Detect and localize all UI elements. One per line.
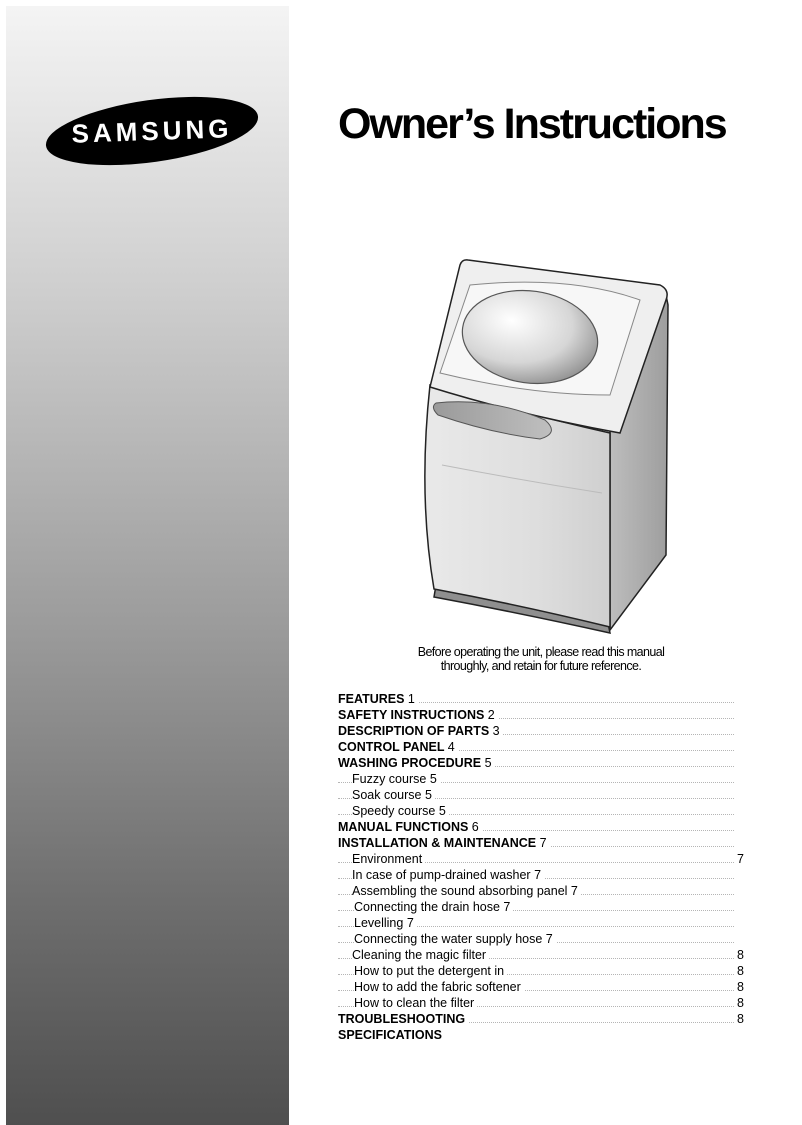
toc-page-number: 7 — [545, 932, 553, 946]
toc-page-number: 8 — [734, 947, 744, 963]
toc-page-number: 7 — [570, 884, 578, 898]
toc-entry-label — [338, 1012, 468, 1026]
toc-entry-label — [338, 820, 482, 834]
toc-entry-text: How to add the fabric softener — [354, 980, 521, 994]
toc-entry — [338, 723, 748, 739]
toc-page-number: 7 — [534, 868, 542, 882]
toc-entry — [338, 915, 748, 931]
toc-entry-label — [352, 804, 449, 818]
toc-page-number: 5 — [424, 788, 432, 802]
toc-entry-text: Environment — [352, 852, 423, 866]
toc-entry-text: Soak course — [352, 788, 422, 802]
toc-entry-label — [352, 772, 440, 786]
toc-entry — [338, 995, 748, 1011]
toc-entry — [338, 803, 748, 819]
toc-entry-text: CONTROL PANEL — [338, 740, 445, 754]
toc-entry-label — [354, 980, 524, 994]
toc-page-number: 7 — [539, 836, 547, 850]
toc-entry-text: Fuzzy course — [352, 772, 427, 786]
toc-entry-label — [338, 692, 418, 706]
washing-machine-illustration — [370, 255, 680, 640]
toc-entry-label — [354, 964, 507, 978]
toc-page-number: 2 — [487, 708, 495, 722]
toc-entry-text: Speedy course — [352, 804, 436, 818]
toc-entry-label — [352, 884, 581, 898]
toc-entry — [338, 867, 748, 883]
cover-sidebar-gradient — [6, 6, 289, 1125]
toc-entry-label — [338, 1028, 445, 1042]
toc-entry-label — [338, 708, 498, 722]
toc-page-number: 5 — [438, 804, 446, 818]
toc-entry-text: Connecting the water supply hose — [354, 932, 543, 946]
toc-entry-label — [354, 932, 556, 946]
toc-entry-label — [338, 740, 458, 754]
toc-entry-text: Levelling — [354, 916, 404, 930]
toc-entry-text: MANUAL FUNCTIONS — [338, 820, 472, 834]
toc-page-number: 1 — [407, 692, 415, 706]
toc-entry-label — [338, 836, 550, 850]
toc-page-number: 5 — [429, 772, 437, 786]
toc-page-number: 8 — [734, 1011, 744, 1027]
toc-entry — [338, 979, 748, 995]
toc-entry-text: INSTALLATION & MAINTENANCE — [338, 836, 537, 850]
toc-entry — [338, 835, 748, 851]
toc-entry — [338, 819, 748, 835]
toc-entry — [338, 851, 748, 867]
toc-entry-text: In case of pump-drained washer — [352, 868, 531, 882]
page-title: Owner’s Instructions — [338, 100, 726, 148]
note-line-1: Before operating the unit, please read this manual — [417, 645, 665, 659]
toc-entry-label — [354, 916, 417, 930]
brand-name: SAMSUNG — [71, 112, 233, 149]
toc-entry — [338, 899, 748, 915]
toc-entry — [338, 787, 748, 803]
samsung-logo — [44, 96, 260, 166]
toc-entry-text: TROUBLESHOOTING — [338, 1012, 466, 1026]
toc-entry-text: FEATURES — [338, 692, 405, 706]
toc-entry-text: SPECIFICATIONS — [338, 1028, 442, 1042]
toc-entry — [338, 691, 748, 707]
toc-entry-label — [354, 900, 513, 914]
read-manual-note — [386, 645, 696, 673]
toc-entry-text: Assembling the sound absorbing panel — [352, 884, 568, 898]
toc-entry-label — [352, 852, 425, 866]
toc-entry-text: WASHING PROCEDURE — [338, 756, 482, 770]
toc-entry-text: How to put the detergent in — [354, 964, 505, 978]
toc-entry-text: DESCRIPTION OF PARTS — [338, 724, 490, 738]
toc-entry-label — [352, 788, 435, 802]
toc-entry-label — [354, 996, 477, 1010]
toc-page-number: 8 — [734, 963, 744, 979]
toc-entry-label — [338, 724, 503, 738]
toc-entry-text: Cleaning the magic filter — [352, 948, 487, 962]
note-line-2: throughly, and retain for future reference. — [440, 659, 642, 673]
toc-entry — [338, 755, 748, 771]
toc-entry — [338, 1027, 748, 1043]
toc-entry-label — [338, 756, 495, 770]
toc-page-number: 8 — [734, 995, 744, 1011]
toc-page-number: 7 — [503, 900, 511, 914]
toc-page-number: 3 — [492, 724, 500, 738]
toc-page-number: 4 — [447, 740, 455, 754]
toc-page-number: 5 — [484, 756, 492, 770]
toc-page-number: 7 — [406, 916, 414, 930]
toc-entry — [338, 883, 748, 899]
toc-entry-text: SAFETY INSTRUCTIONS — [338, 708, 485, 722]
toc-entry — [338, 1011, 748, 1027]
toc-page-number: 6 — [471, 820, 479, 834]
toc-entry — [338, 739, 748, 755]
toc-page-number: 7 — [734, 851, 744, 867]
toc-entry-text: Connecting the drain hose — [354, 900, 500, 914]
toc-entry-label — [352, 948, 489, 962]
toc-entry-text: How to clean the filter — [354, 996, 475, 1010]
table-of-contents — [338, 691, 748, 1043]
toc-entry-label — [352, 868, 544, 882]
toc-entry — [338, 931, 748, 947]
toc-entry — [338, 963, 748, 979]
toc-entry — [338, 771, 748, 787]
toc-page-number: 8 — [734, 979, 744, 995]
toc-entry — [338, 707, 748, 723]
toc-entry — [338, 947, 748, 963]
